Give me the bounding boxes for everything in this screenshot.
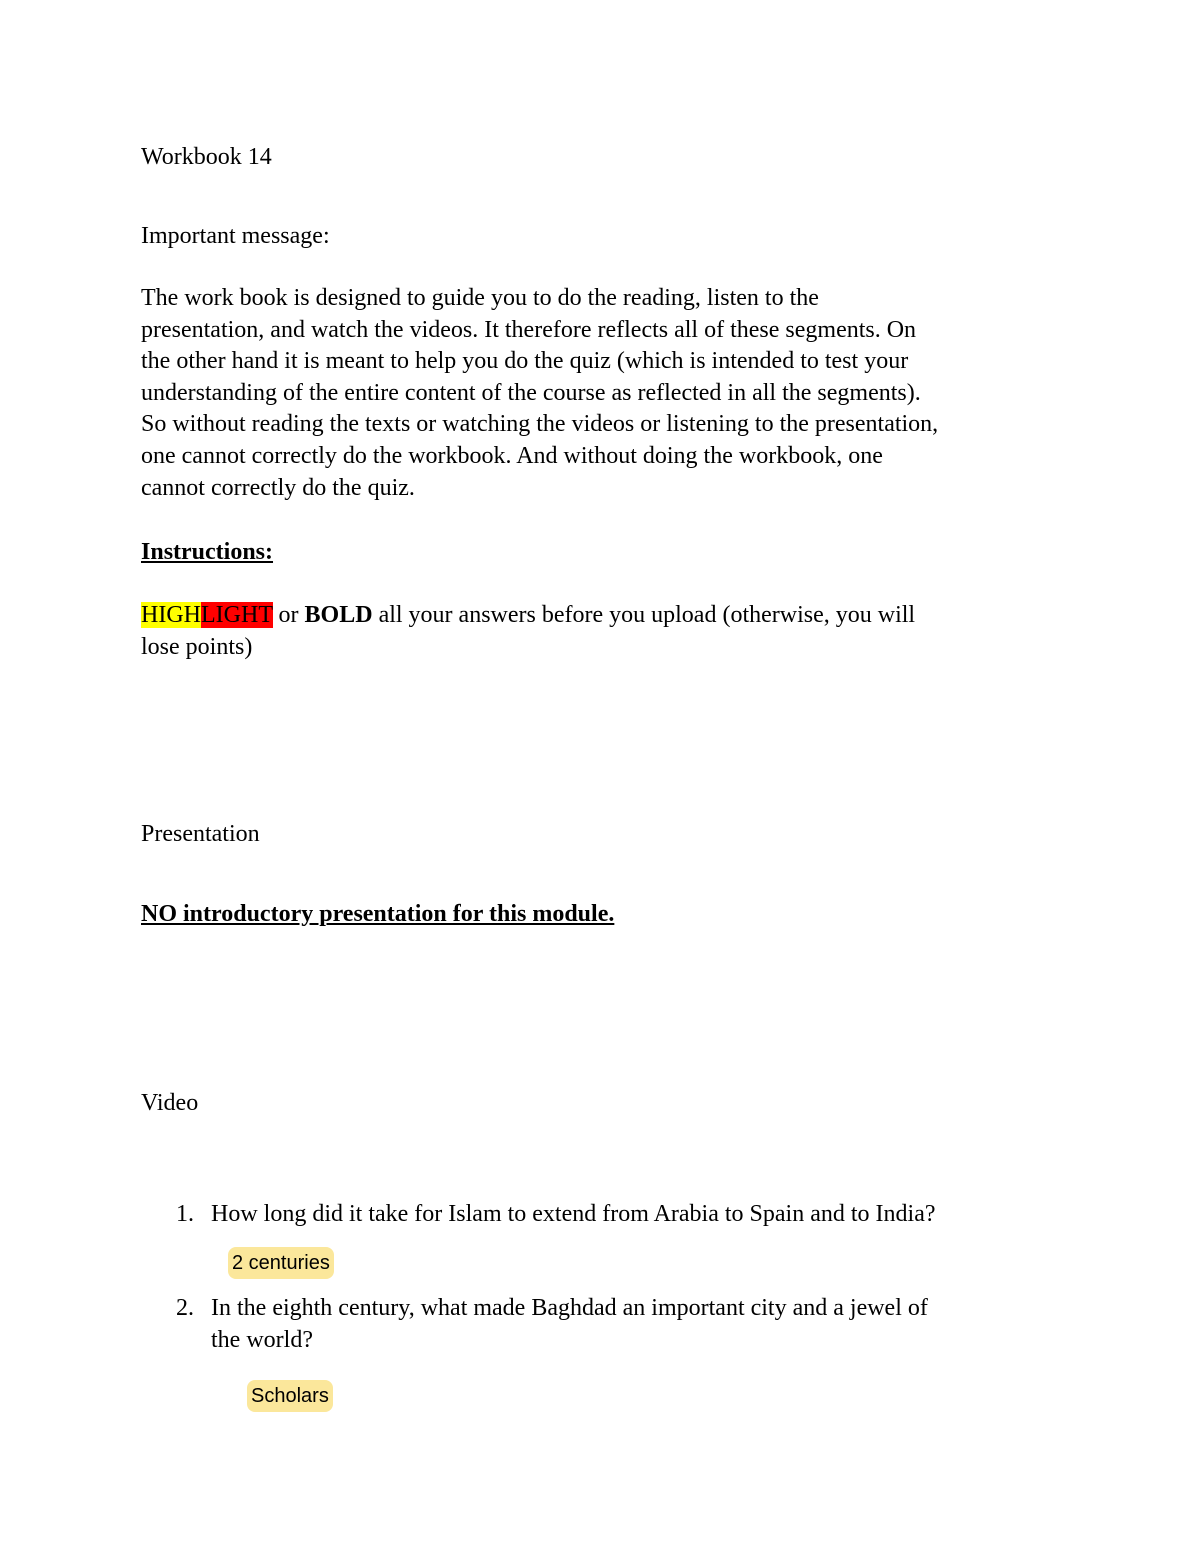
question-text (211, 1293, 1071, 1356)
question-line: How long did it take for Islam to extend from Arabia to Spain and to India? (211, 1201, 936, 1227)
page-title: Workbook 14 (141, 144, 272, 170)
message-line: cannot correctly do the quiz. (141, 474, 415, 501)
message-line: presentation, and watch the videos. It therefore reflects all of these segments. On (141, 316, 917, 343)
question-text (211, 1199, 1071, 1231)
instructions-heading: Instructions: (141, 539, 274, 565)
instructions-body (141, 600, 1071, 663)
bold-word: BOLD (304, 602, 373, 628)
important-message-label: Important message: (141, 223, 330, 249)
message-line: one cannot correctly do the workbook. And without doing the workbook, one (141, 442, 883, 469)
highlight-red-text: LIGHT (201, 602, 273, 628)
answer-highlight: 2 centuries (228, 1247, 334, 1279)
or-text: or (272, 602, 305, 628)
message-line: the other hand it is meant to help you do the quiz (which is intended to test your (141, 348, 909, 375)
presentation-note: NO introductory presentation for this module. (141, 901, 615, 927)
video-heading: Video (141, 1090, 199, 1116)
presentation-heading: Presentation (141, 821, 260, 847)
question-number: 2. (176, 1295, 194, 1321)
instructions-rest: all your answers before you upload (otherwise, you will (372, 602, 916, 628)
question-line: the world? (211, 1326, 313, 1353)
important-message-body (141, 283, 1071, 504)
question-line: In the eighth century, what made Baghdad an important city and a jewel of (211, 1295, 928, 1321)
message-line: understanding of the entire content of the course as reflected in all the segments). (141, 379, 921, 406)
question-number: 1. (176, 1201, 194, 1227)
instructions-line-1 (141, 600, 1071, 632)
highlight-yellow-text: HIGH (141, 602, 201, 628)
message-line: The work book is designed to guide you to do the reading, listen to the (141, 285, 819, 311)
instructions-line-2: lose points) (141, 633, 253, 660)
message-line: So without reading the texts or watching the videos or listening to the presentation, (141, 411, 939, 438)
answer-highlight: Scholars (247, 1380, 333, 1412)
